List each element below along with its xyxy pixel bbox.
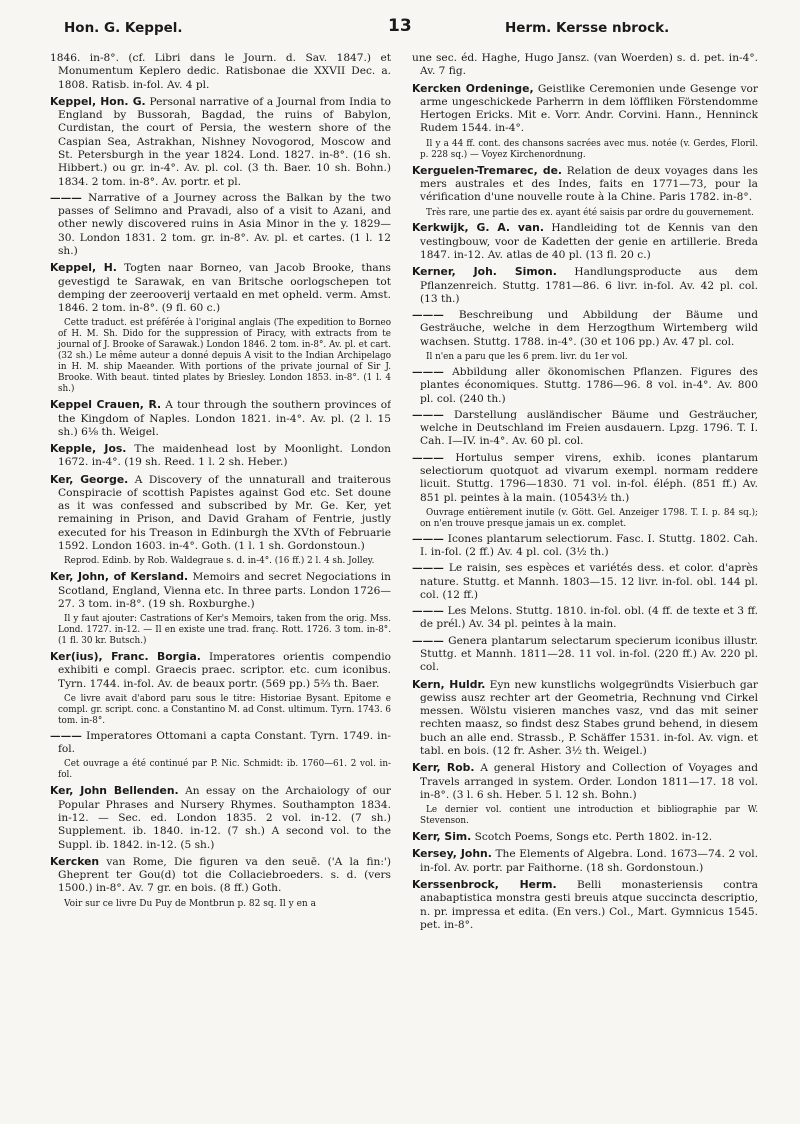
bibliography-entry: [50, 473, 391, 554]
entry-note: Ouvrage entièrement inutile (v. Gött. Gel. Anzeiger 1798. T. I. p. 84 sq.); on n'en trouve presque jamais un ex. complet.: [420, 507, 758, 529]
entry-heading: Kerkwijk, G. A. van.: [412, 221, 544, 235]
bibliography-entry: [412, 265, 758, 306]
entry-note: Reprod. Edinb. by Rob. Waldegraue s. d. in-4°. (16 ff.) 2 l. 4 sh. Jolley.: [64, 556, 375, 567]
bibliography-entry: [412, 761, 758, 802]
entry-heading: Keppel Crauen, R.: [50, 398, 162, 412]
entry-note: Ce livre avait d'abord paru sous le titre: Historiae Bysant. Epitome e compl. gr. script. conc. a Constantino M. ad Const. ultimum. Tyrn. 1743. 6 tom. in-8°.: [58, 693, 391, 726]
entry-heading: Kern, Huldr.: [412, 677, 486, 691]
repeat-dash: ———: [50, 729, 87, 742]
sub-entry-text: Hortulus semper virens, exhib. icones plantarum selectiorum quotquot ad vivarum exempl. normam reddere licuit. Stuttg. 1796—1830. 71 vol. in-fol. éléph. (851 ff.) Av. 851 pl. peintes à la main. (10543½ th.): [420, 451, 758, 504]
sub-entry-text: Imperatores Ottomani a capta Constant. Tyrn. 1749. in-fol.: [58, 729, 391, 756]
entry-text: Belli monasteriensis contra anabaptistica monstra gesti breuis atque succincta descriptio, n. pr. impressa et edita. (En vers.) Col., Mart. Gymnicus 1545. pet. in-8°.: [420, 878, 758, 931]
bibliography-entry: [50, 261, 391, 315]
sub-entry: [50, 730, 391, 757]
entry-heading: Kerguelen-Tremarec, de.: [412, 163, 563, 177]
entry-heading: Kersey, John.: [412, 847, 492, 861]
repeat-dash: ———: [412, 605, 448, 618]
entry-text: Handlungsproducte aus dem Pflanzenreich. Stuttg. 1781—86. 6 livr. in-fol. Av. 42 pl. col. (13 th.): [420, 266, 758, 305]
entry-heading: Kercken: [50, 854, 100, 868]
bibliography-entry: [412, 164, 758, 205]
entry-text: Togten naar Borneo, van Jacob Brooke, thans gevestigd te Sarawak, en van Britsche oorlogschepen tot demping der zeerooverij vertaald en met opheld. verm. Amst. 1846. 2 tom. in-8°. (9 fl. 60 c.): [58, 262, 391, 315]
header-right: Herm. Kersse nbrock.: [505, 20, 670, 36]
entry-text: A general History and Collection of Voyages and Travels arranged in system. Order. London 1811—17. 18 vol. in-8°. (3 l. 6 sh. Heber. 5 l. 12 sh. Bohn.): [420, 762, 758, 801]
sub-entry: [412, 309, 758, 349]
sub-entry-text: Le raisin, ses espèces et variétés dess. et color. d'après nature. Stuttg. et Mannh. 1803—15. 12 livr. in-fol. obl. 144 pl. col. (12 ff.): [420, 562, 758, 601]
sub-entry: [412, 409, 758, 449]
entry-heading: Kercken Ordeninge,: [412, 81, 534, 95]
entry-text: Personal narrative of a Journal from India to England by Bussorah, Bagdad, the ruins of Babylon, Curdistan, the court of Persia, the western shore of the Caspian Sea, Astrakhan, Nishney Novogorod, Moscow and St. Petersburgh in the year 1824. Lond. 1827. in-8°. (16 sh. Hibbert.) ou gr. in-4°. Av. pl. col. (3 th. Baer. 10 sh. Bohn.) 1834. 2 tom. in-8°. Av. portr. et pl.: [58, 95, 391, 188]
sub-entry-text: Narrative of a Journey across the Balkan by the two passes of Selimno and Pravadi, also of a visit to Azani, and other newly discovered ruins in Asia Minor in the y. 1829—30. London 1831. 2 tom. gr. in-8°. Av. pl. et cartes. (1 l. 12 sh.): [58, 191, 391, 257]
bibliography-entry: [412, 82, 758, 136]
entry-note: Cet ouvrage a été continué par P. Nic. Schmidt: ib. 1760—61. 2 vol. in-fol.: [58, 759, 391, 781]
bibliography-entry: [50, 784, 391, 851]
entry-heading: Keppel, Hon. G.: [50, 94, 146, 108]
entry-text: Handleiding tot de Kennis van den vestingbouw, voor de Kadetten der genie en artillerie. Breda 1847. in-12. Av. atlas de 40 pl. (13 fl. 20 c.): [420, 222, 758, 262]
sub-entry: [412, 605, 758, 632]
entry-text: An essay on the Archaiology of our Popular Phrases and Nursery Rhymes. Southampton 1834. in-12. — Sec. ed. London 1835. 2 vol. in-12. (7 sh.) Supplement. ib. 1840. in-12. (7 sh.) A second vol. to the Suppl. ib. 1842. in-12. (5 sh.): [58, 785, 391, 851]
header-left: Hon. G. Keppel.: [64, 20, 183, 36]
entry-note: Il n'en a paru que les 6 prem. livr. du 1er vol.: [426, 352, 628, 363]
right-column: [412, 52, 758, 1116]
sub-entry-text: Darstellung ausländischer Bäume und Gesträucher, welche in Deutschland im Freien ausdauern. Lpzg. 1796. T. I. Cah. I—IV. in-4°. Av. 60 pl. col.: [420, 408, 758, 448]
entry-text: A Discovery of the unnaturall and traiterous Conspiracie of scottish Papistes against God etc. Set doune as it was confessed and subscribed by Mr. Ge. Ker, yet remaining in Prison, and David Graham of Fentrie, justly executed for his Treason in Edinburgh the XVth of Februarie 1592. London 1603. in-4°. Goth. (1 l. 1 sh. Gordonstoun.): [58, 473, 391, 553]
entry-heading: Kerner, Joh. Simon.: [412, 265, 557, 279]
entry-heading: Ker, John Bellenden.: [50, 784, 179, 798]
entry-note: Il y faut ajouter: Castrations of Ker's Memoirs, taken from the orig. Mss. Lond. 1727. in-12. — Il en existe une trad. franç. Rott. 1726. 3 tom. in-8°. (1 fl. 30 kr. Butsch.): [58, 614, 391, 647]
repeat-dash: ———: [412, 451, 456, 464]
entry-note: Il y a 44 ff. cont. des chansons sacrées avec mus. notée (v. Gerdes, Floril. p. 228 sq.) — Voyez Kirchenordnung.: [420, 138, 758, 160]
sub-entry: [412, 366, 758, 406]
entry-text: Relation de deux voyages dans les mers australes et des Indes, faits en 1771—73, pour la vérification d'une nouvelle route à la Chine. Paris 1782. in-8°.: [420, 164, 758, 204]
sub-entry-text: Beschreibung und Abbildung der Bäume und Gesträuche, welche in dem Herzogthum Wirtemberg wild wachsen. Stuttg. 1788. in-4°. (30 et 106 pp.) Av. 47 pl. col.: [420, 309, 758, 348]
entry-heading: Kepple, Jos.: [50, 442, 127, 456]
bibliography-entry: [50, 398, 391, 439]
bibliography-entry: [412, 830, 758, 844]
bibliography-entry: [412, 678, 758, 759]
bibliography-entry: [412, 221, 758, 262]
entry-note: Le dernier vol. contient une introduction et bibliographie par W. Stevenson.: [420, 805, 758, 827]
entry-note: Cette traduct. est préférée à l'original anglais (The expedition to Borneo of H. M. Sh. Dido for the suppression of Piracy, with extracts from te journal of J. Brooke of Sarawak.) London 1846. 2 tom. in-8°. Av. pl. et cart. (32 sh.) Le même auteur a donné depuis A visit to the Indian Archipelago in H. M. ship Maeander. With portions of the private journal of Sir J. Brooke. With beaut. tinted plates by Briesley. London 1853. in-8°. (1 l. 4 sh.): [58, 318, 391, 395]
repeat-dash: ———: [412, 532, 448, 545]
sub-entry-text: Genera plantarum selectarum specierum iconibus illustr. Stuttg. et Mannh. 1811—28. 11 vol. in-fol. (220 ff.) Av. 220 pl. col.: [420, 634, 758, 674]
bibliography-entry: [50, 650, 391, 691]
sub-entry-text: Abbildung aller ökonomischen Pflanzen. Figures des plantes économiques. Stuttg. 1786—96. 8 vol. in-4°. Av. 800 pl. col. (240 th.): [420, 366, 758, 405]
repeat-dash: ———: [412, 309, 459, 322]
repeat-dash: ———: [412, 366, 453, 378]
sub-entry: [412, 452, 758, 505]
entry-text: The Elements of Algebra. Lond. 1673—74. 2 vol. in-fol. Av. portr. par Faithorne. (18 sh. Gordonstoun.): [420, 848, 758, 874]
repeat-dash: ———: [412, 634, 449, 647]
entry-heading: Kerssenbrock, Herm.: [412, 877, 557, 891]
continued-note: Voir sur ce livre Du Puy de Montbrun p. 82 sq. Il y en a: [64, 898, 316, 909]
entry-heading: Ker(ius), Franc. Borgia.: [50, 650, 201, 664]
bibliography-entry: [50, 95, 391, 189]
entry-text: Imperatores orientis compendio exhibiti e compl. Graecis praec. scriptor. etc. cum iconibus. Tyrn. 1744. in-fol. Av. de beaux portr. (569 pp.) 5⅔ th. Baer.: [58, 651, 391, 690]
repeat-dash: ———: [50, 191, 89, 204]
entry-heading: Kerr, Rob.: [412, 761, 475, 775]
left-column: [50, 52, 391, 1116]
bibliography-entry: [50, 442, 391, 470]
sub-entry: [50, 192, 391, 258]
bibliography-entry: [412, 878, 758, 932]
entry-heading: Kerr, Sim.: [412, 830, 472, 844]
entry-text: The maidenhead lost by Moonlight. London 1672. in-4°. (19 sh. Reed. 1 l. 2 sh. Heber.): [58, 443, 391, 469]
entry-text: Memoirs and secret Negociations in Scotland, England, Vienna etc. In three parts. London 1726—27. 3 tom. in-8°. (19 sh. Roxburghe.): [58, 571, 391, 610]
repeat-dash: ———: [412, 562, 449, 575]
bibliography-entry: [50, 855, 391, 896]
sub-entry: [412, 635, 758, 675]
continued-text: 1846. in-8°. (cf. Libri dans le Journ. d. Sav. 1847.) et Monumentum Keplero dedic. Ratisbonae die XXVII Dec. a. 1808. Ratisb. in-fol. Av. 4 pl.: [50, 52, 391, 91]
running-header: [0, 14, 800, 42]
entry-heading: Ker, John, of Kersland.: [50, 570, 189, 584]
sub-entry: [412, 533, 758, 560]
entry-text: Scotch Poems, Songs etc. Perth 1802. in-12.: [474, 831, 713, 844]
entry-text: Eyn new kunstlichs wolgegründts Visierbuch gar gewiss ausz rechter art der Geometria, Rechnung vnd Cirkel messen. Wölstu visieren manches vasz, vnd das mit seiner rechten maasz, so findst desz Stabes grund behend, in diesem buch an alle end. Strassb., P. Schäffer 1531. in-fol. Av. vign. et tabl. en bois. (12 fr. Asher. 3½ th. Weigel.): [420, 678, 758, 757]
bibliography-entry: [412, 847, 758, 875]
entry-text: Geistlike Ceremonien unde Gesenge vor arme ungeschickede Parherrn in dem löffliken Förstendomme Hertogen Ericks. Mit e. Vorr. Andr. Corvini. Hann., Henninck Rudem 1544. in-4°.: [420, 82, 758, 135]
entry-heading: Keppel, H.: [50, 261, 117, 275]
bibliography-entry: [50, 570, 391, 611]
page-number: 13: [388, 16, 412, 36]
sub-entry: [412, 562, 758, 602]
entry-text: van Rome, Die figuren va den seuē. ('A la fin:') Gheprent ter Gou(d) tot die Collaciebroeders. s. d. (vers 1500.) in-8°. Av. 7 gr. en bois. (8 ff.) Goth.: [58, 855, 391, 895]
entry-note: Très rare, une partie des ex. ayant été saisis par ordre du gouvernement.: [426, 207, 754, 218]
repeat-dash: ———: [412, 408, 454, 421]
entry-heading: Ker, George.: [50, 472, 129, 486]
entry-text: A tour through the southern provinces of the Kingdom of Naples. London 1821. in-4°. Av. pl. (2 l. 15 sh.) 6⅛ th. Weigel.: [58, 399, 391, 438]
sub-entry-text: Les Melons. Stuttg. 1810. in-fol. obl. (4 ff. de texte et 3 ff. de prél.) Av. 34 pl. peintes à la main.: [420, 605, 758, 631]
continued-text: une sec. éd. Haghe, Hugo Jansz. (van Woerden) s. d. pet. in-4°. Av. 7 fig.: [412, 52, 758, 78]
sub-entry-text: Icones plantarum selectiorum. Fasc. I. Stuttg. 1802. Cah. I. in-fol. (2 ff.) Av. 4 pl. col. (3½ th.): [420, 532, 758, 559]
